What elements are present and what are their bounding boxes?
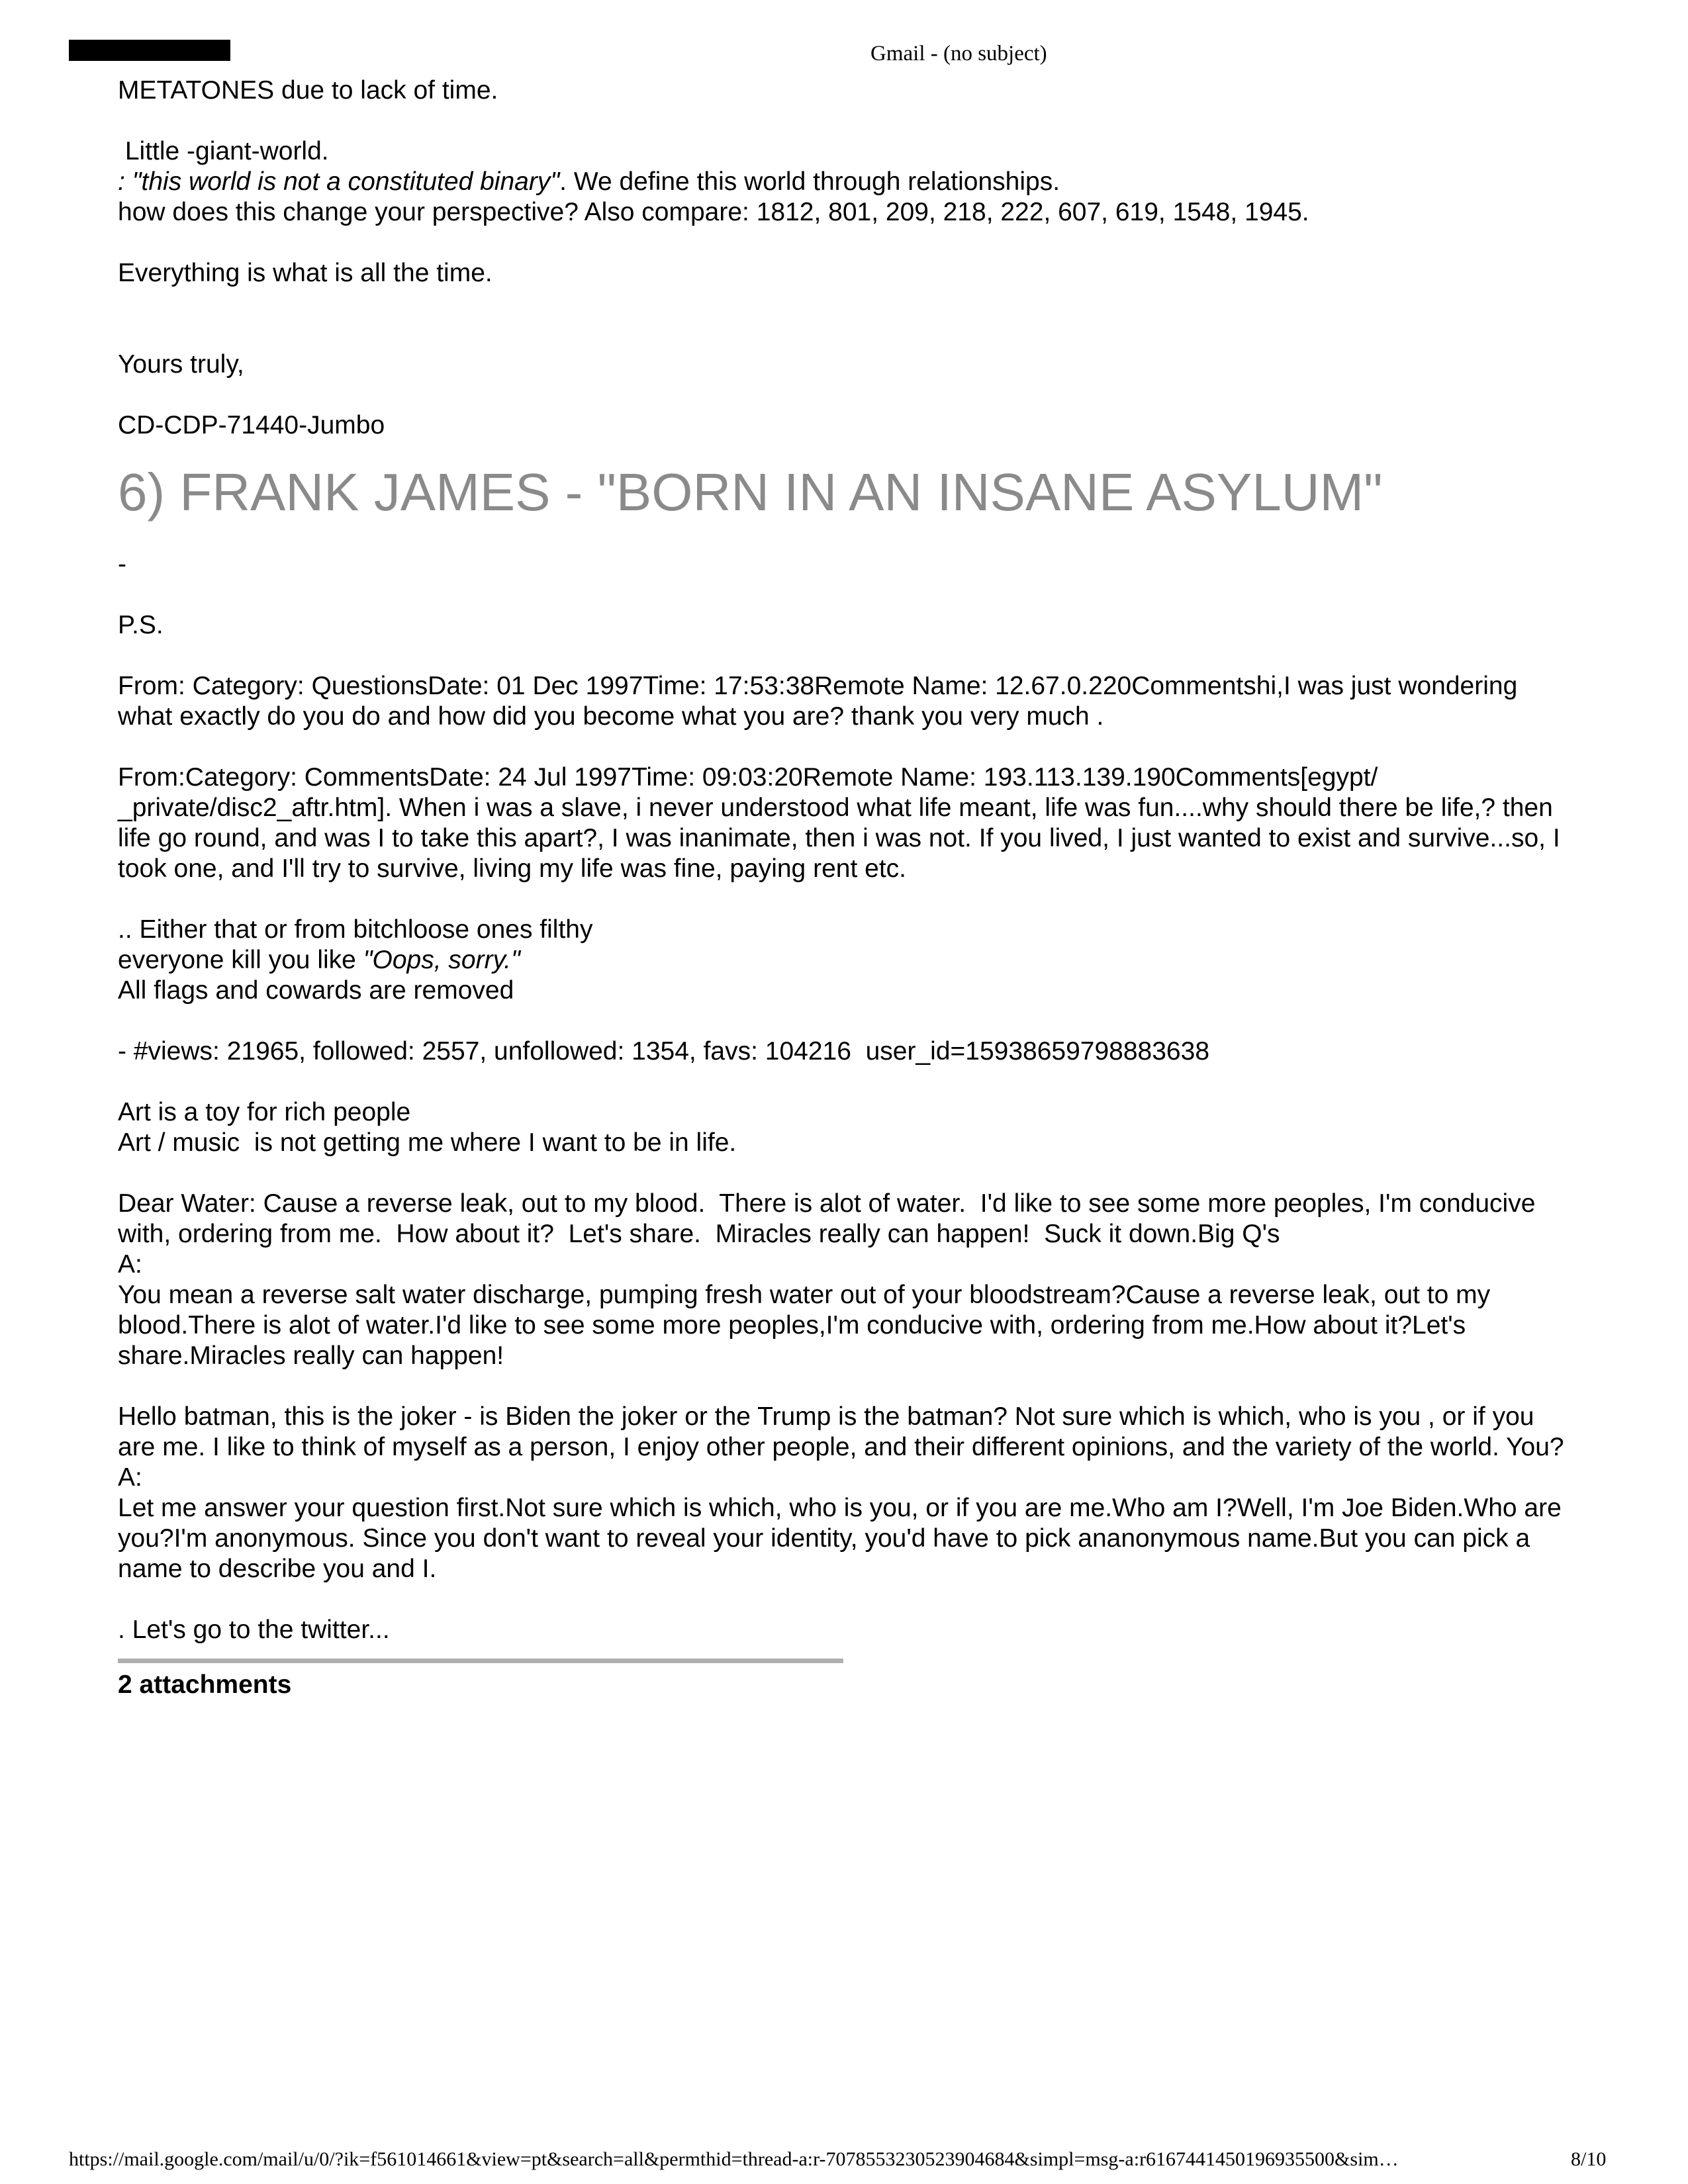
page-header-title: Gmail - (no subject) — [870, 42, 1047, 66]
text-answer-label: A: — [118, 1250, 142, 1279]
attachments-divider — [118, 1659, 843, 1663]
text-oops-sorry: "Oops, sorry." — [363, 946, 520, 974]
text-twitter: . Let's go to the twitter... — [118, 1615, 390, 1644]
text-binary-quote: : "this world is not a constituted binary" — [118, 167, 560, 196]
text-art-music: Art / music is not getting me where I want to be in life. — [118, 1128, 737, 1157]
quote-comments: From:Category: CommentsDate: 24 Jul 1997Time: 09:03:20Remote Name: 193.113.139.190Comments[egypt/ _private/disc2_aftr.htm]. When i was a slave, i never understood what life meant, life was fun....why should there be life,? then life go round, and was I to take this apart?, I was inanimate, then i was not. If you lived, I just wanted to exist and survive...so, I took one, and I'll try to survive, living my life was fine, paying rent etc. — [118, 763, 1560, 883]
text-everything: Everything is what is all the time. — [118, 259, 492, 287]
quote-questions: From: Category: QuestionsDate: 01 Dec 1997Time: 17:53:38Remote Name: 12.67.0.220Commentshi,I was just wondering what exactly do you do and how did you become what you are? thank you very much . — [118, 672, 1518, 731]
text-everyone-prefix: everyone kill you like — [118, 946, 363, 974]
text-dash: - — [118, 550, 126, 578]
text-binary-line — [118, 167, 1574, 197]
attachments-label: 2 attachments — [118, 1670, 292, 1699]
text-dear-water: Dear Water: Cause a reverse leak, out to my blood. There is alot of water. I'd like to see some more peoples, I'm conducive with, ordering from me. How about it? Let's share. Miracles really can happen! Suck it down.Big Q's — [118, 1189, 1543, 1248]
text-batman-answer: Let me answer your question first.Not sure which is which, who is you, or if you are me.Who am I?Well, I'm Joe Biden.Who are you?I'm anonymous. Since you don't want to reveal your identity, you'd have to pick ananonymous name.But you can pick a name to describe you and I. — [118, 1494, 1562, 1583]
text-views-stats: - #views: 21965, followed: 2557, unfollowed: 1354, favs: 104216 user_id=15938659798883638 — [118, 1037, 1210, 1066]
text-hello-batman: Hello batman, this is the joker - is Biden the joker or the Trump is the batman? Not sure which is which, who is you , or if you are me. I like to think of myself as a person, I enjoy other people, and their different opinions, and the variety of the world. You? — [118, 1402, 1564, 1461]
page-number: 8/10 — [1571, 2148, 1607, 2170]
email-body — [118, 75, 1574, 1700]
text-dear-water-answer: You mean a reverse salt water discharge, pumping fresh water out of your bloodstream?Cause a reverse leak, out to my blood.There is alot of water.I'd like to see some more peoples,I'm conducive with, ordering from me.How about it?Let's share.Miracles really can happen! — [118, 1281, 1491, 1370]
text-art-toy: Art is a toy for rich people — [118, 1098, 411, 1126]
text-little-giant-world: Little -giant-world. — [118, 137, 329, 165]
text-answer-label: A: — [118, 1463, 142, 1492]
footer-url: https://mail.google.com/mail/u/0/?ik=f561014661&view=pt&search=all&permthid=thread-a:r-7078553230523904684&simpl=msg-a:r6167441450196935500&sim… — [69, 2148, 1399, 2170]
text-perspective: how does this change your perspective? Also compare: 1812, 801, 209, 218, 222, 607, 619, 1548, 1945. — [118, 198, 1309, 226]
text-metatones: METATONES due to lack of time. — [118, 76, 498, 105]
text-everyone-line — [118, 945, 1574, 976]
text-either: .. Either that or from bitchloose ones filthy — [118, 915, 593, 944]
section-heading: 6) FRANK JAMES - "BORN IN AN INSANE ASYLUM" — [118, 463, 1383, 522]
text-flags: All flags and cowards are removed — [118, 976, 514, 1005]
text-ps: P.S. — [118, 611, 164, 639]
redaction-bar — [69, 40, 230, 61]
text-binary-rest: . We define this world through relationships. — [559, 167, 1060, 196]
signature: CD-CDP-71440-Jumbo — [118, 411, 385, 439]
closing-line: Yours truly, — [118, 350, 244, 379]
